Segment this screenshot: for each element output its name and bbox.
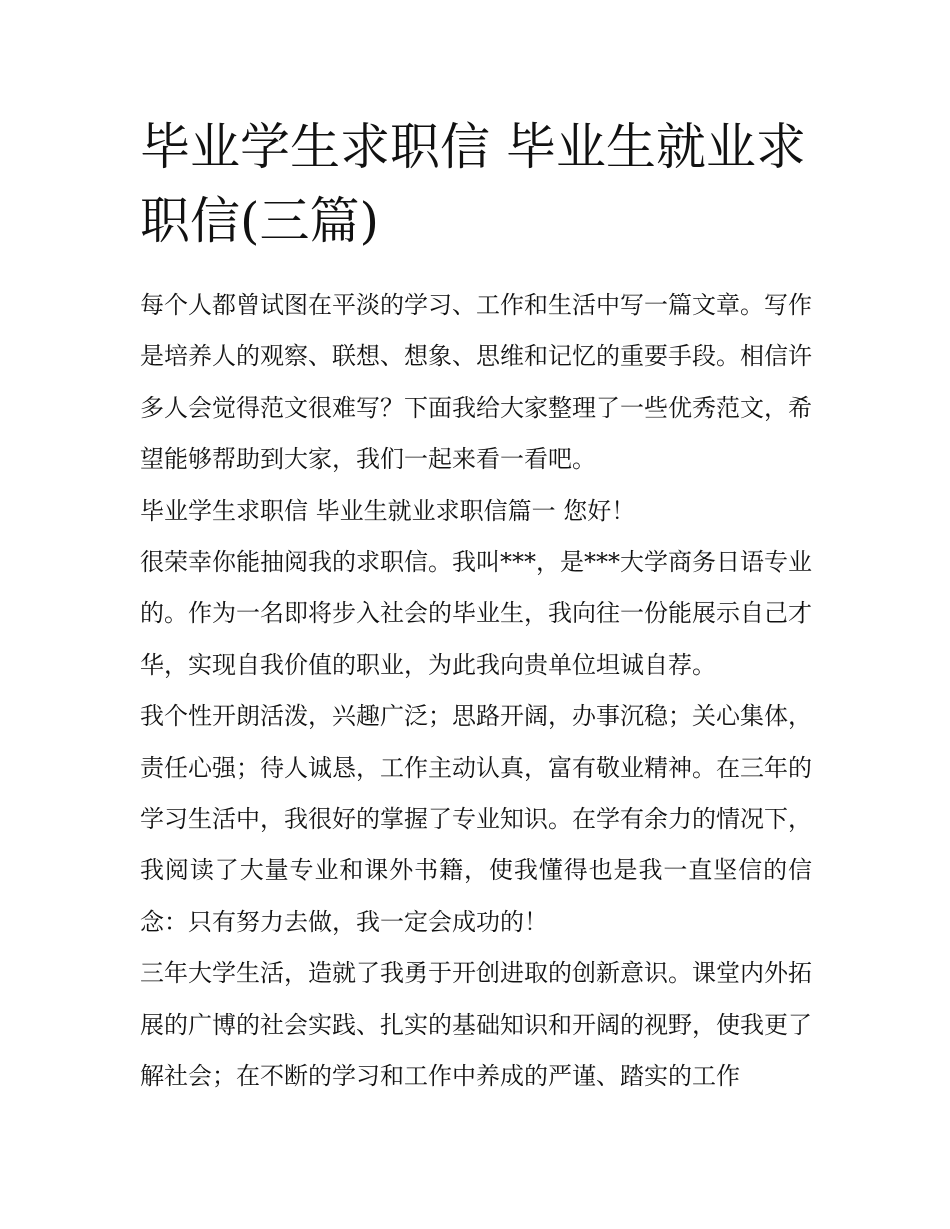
document-body [140,280,812,1103]
paragraph-personality: 我个性开朗活泼，兴趣广泛；思路开阔，办事沉稳；关心集体，责任心强；待人诚恳，工作主动认真，富有敬业精神。在三年的学习生活中，我很好的掌握了专业知识。在学有余力的情况下，我阅读了大量专业和课外书籍，使我懂得也是我一直坚信的信念：只有努力去做，我一定会成功的！ [140,702,812,936]
paragraph-self-introduction: 很荣幸你能抽阅我的求职信。我叫***，是***大学商务日语专业的。作为一名即将步入社会的毕业生，我向往一份能展示自己才华，实现自我价值的职业，为此我向贵单位坦诚自荐。 [140,548,812,679]
paragraph-university-life: 三年大学生活，造就了我勇于开创进取的创新意识。课堂内外拓展的广博的社会实践、扎实的基础知识和开阔的视野，使我更了解社会；在不断的学习和工作中养成的严谨、踏实的工作 [140,959,812,1091]
document-title: 毕业学生求职信 毕业生就业求职信(三篇) [140,118,806,250]
paragraph-section-heading: 毕业学生求职信 毕业生就业求职信篇一 您好！ [140,496,636,525]
paragraph-intro: 每个人都曾试图在平淡的学习、工作和生活中写一篇文章。写作是培养人的观察、联想、想象、思维和记忆的重要手段。相信许多人会觉得范文很难写？下面我给大家整理了一些优秀范文，希望能够帮助到大家，我们一起来看一看吧。 [140,291,812,474]
